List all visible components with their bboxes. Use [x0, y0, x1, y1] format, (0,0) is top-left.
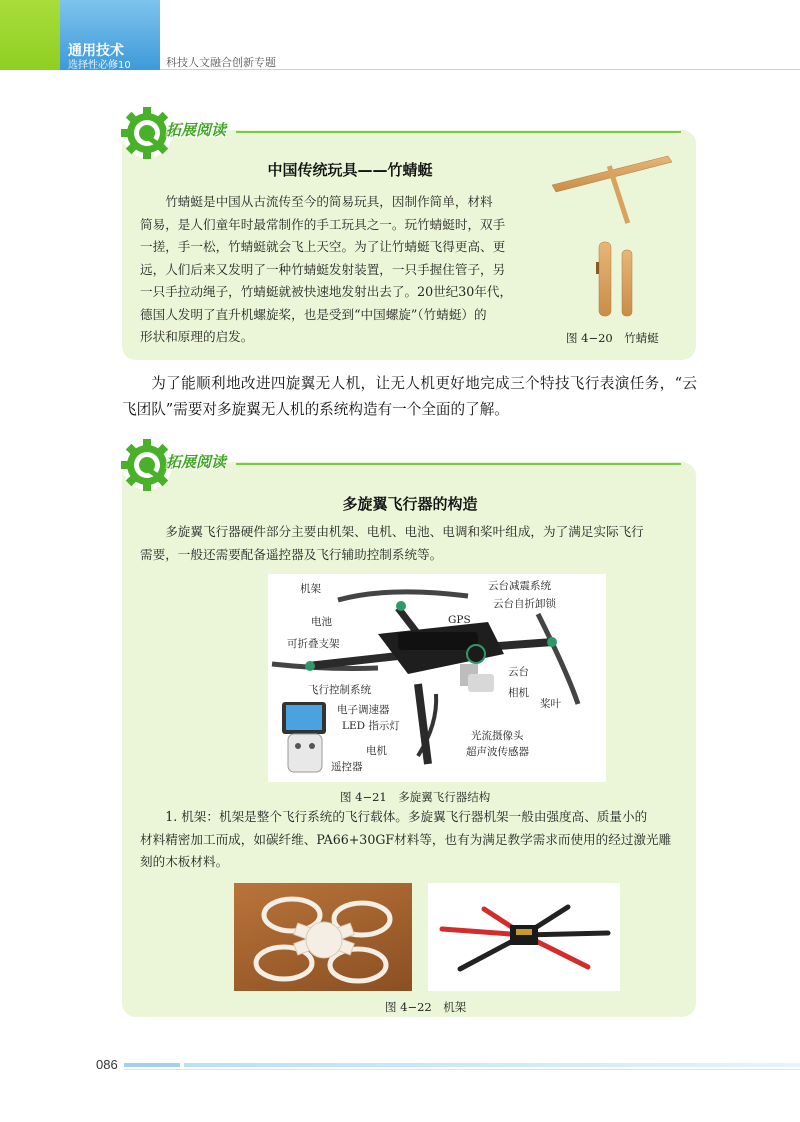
footer-thin-line — [124, 1069, 800, 1070]
book-title: 通用技术 — [68, 43, 124, 59]
badge-underline-1 — [236, 131, 681, 133]
box2-intro — [140, 521, 685, 566]
box1-line: 竹蜻蜓是中国从古流传至今的简易玩具，因制作简单，材料 — [165, 194, 493, 209]
label-optical-flow: 光流摄像头 — [471, 730, 524, 742]
frame-line: 刻的木板材料。 — [140, 854, 229, 869]
label-led: LED 指示灯 — [342, 720, 400, 732]
box1-line: 形状和原理的启发。 — [140, 329, 254, 344]
frame-line: 1. 机架：机架是整个飞行系统的飞行载体。多旋翼飞行器机架一般由强度高、质量小的 — [165, 809, 648, 824]
box1-line: 简易，是人们童年时最常制作的手工玩具之一。玩竹蜻蜓时，双手 — [140, 216, 506, 232]
topic-title: 科技人文融合创新专题 — [166, 56, 276, 69]
main-paragraph: 为了能顺利地改进四旋翼无人机，让无人机更好地完成三个特技飞行表演任务，“云飞团队”需要对多旋翼无人机的系统构造有一个全面的了解。 — [122, 375, 697, 418]
box1-line: 一只手拉动绳子，竹蜻蜓就被快速地发射出去了。20世纪30年代， — [140, 284, 513, 299]
box1-line: 德国人发明了直升机螺旋桨，也是受到“中国螺旋”（竹蜻蜓）的 — [140, 306, 487, 322]
box1-title: 中国传统玩具——竹蜻蜓 — [267, 161, 433, 179]
label-gps: GPS — [448, 614, 471, 626]
page-number: 086 — [96, 1057, 118, 1072]
label-camera: 相机 — [508, 687, 529, 699]
figure-4-22-caption: 图 4−22 机架 — [385, 1000, 467, 1014]
book-subtitle: 选择性必修10 — [68, 60, 131, 71]
badge-label-1: 拓展阅读 — [166, 121, 227, 139]
frame-paragraph — [140, 806, 685, 874]
label-propeller: 桨叶 — [540, 698, 561, 710]
carbon-frame-photo — [428, 883, 620, 991]
badge-label-2: 拓展阅读 — [166, 453, 227, 471]
box1-line: 一搓，手一松，竹蜻蜓就会飞上天空。为了让竹蜻蜓飞得更高、更 — [140, 239, 506, 254]
box2-intro-line: 多旋翼飞行器硬件部分主要由机架、电机、电池、电调和桨叶组成，为了满足实际飞行 — [165, 524, 644, 539]
box2-title: 多旋翼飞行器的构造 — [342, 495, 478, 513]
label-esc: 电子调速器 — [337, 704, 390, 716]
label-flight-control: 飞行控制系统 — [308, 684, 371, 696]
header-green-block — [0, 0, 60, 70]
box1-paragraph — [140, 191, 528, 349]
label-ultrasonic: 超声波传感器 — [466, 746, 529, 758]
label-frame: 机架 — [300, 583, 321, 595]
label-foldable-stand: 可折叠支架 — [287, 638, 340, 650]
footer-bar-long — [184, 1063, 800, 1067]
label-gimbal-lock: 云台自折卸锁 — [493, 598, 556, 610]
bamboo-dragonfly-image — [548, 150, 678, 325]
label-battery: 电池 — [311, 616, 332, 628]
frame-line: 材料精密加工而成，如碳纤维、PA66+30GF材料等，也有为满足教学需求而使用的经过激光雕 — [140, 831, 672, 847]
label-remote: 遥控器 — [331, 761, 363, 773]
footer-bar-short — [124, 1063, 180, 1067]
header-divider — [160, 69, 800, 70]
label-gimbal-damping: 云台减震系统 — [488, 580, 551, 592]
badge-underline-2 — [236, 463, 681, 465]
box1-line: 远，人们后来又发明了一种竹蜻蜓发射装置，一只手握住管子，另 — [140, 261, 506, 277]
box2-intro-line: 需要，一般还需要配备遥控器及飞行辅助控制系统等。 — [140, 546, 443, 562]
label-gimbal: 云台 — [508, 666, 529, 678]
figure-4-20-caption: 图 4−20 竹蜻蜓 — [566, 331, 659, 345]
figure-4-21-caption: 图 4−21 多旋翼飞行器结构 — [340, 790, 491, 804]
wooden-frame-photo — [234, 883, 412, 991]
label-motor: 电机 — [366, 745, 387, 757]
